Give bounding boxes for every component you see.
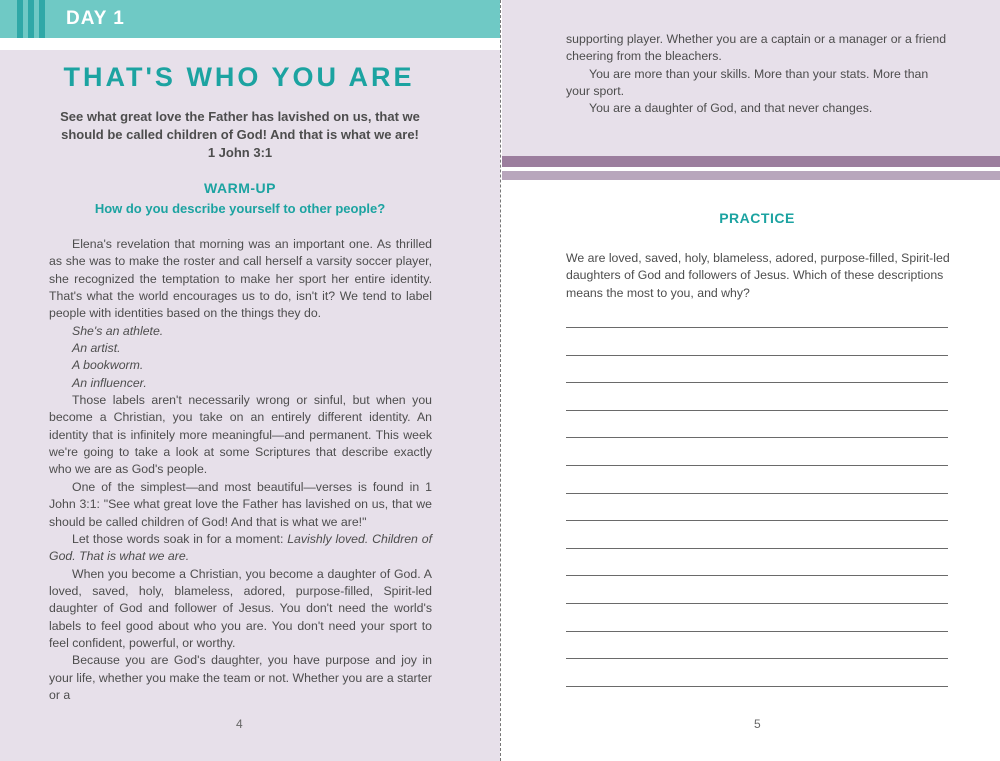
paragraph: One of the simplest—and most beautiful—verses is found in 1 John 3:1: "See what great love the Father has lavished on us, that we should be called children of God! And that is what we are!" (49, 479, 432, 529)
verse-line: See what great love the Father has lavished on us, that we (60, 109, 420, 124)
divider-band-light (502, 171, 1000, 180)
writing-line[interactable] (566, 548, 948, 549)
verse-reference: 1 John 3:1 (207, 145, 273, 160)
banner-stripe (17, 0, 23, 38)
paragraph: An artist. (72, 341, 121, 356)
writing-line[interactable] (566, 631, 948, 632)
writing-line[interactable] (566, 493, 948, 494)
paragraph-emphasis: Lavishly loved. Children of God. That is what we are. (49, 531, 432, 564)
paragraph: When you become a Christian, you become a daughter of God. A loved, saved, holy, blameless, adored, purpose-filled, Spirit-led daughter of God and follower of Jesus. You don't need the world's labels to feel good about who you are. You don't need your sport to feel confident, powerful, or worthy. (49, 566, 432, 650)
paragraph: Those labels aren't necessarily wrong or sinful, but when you become a Christian, you take on an entirely different identity. An identity that is infinitely more meaningful—and permanent. This week we're going to take a look at some Scriptures that describe exactly who we are as God's people. (49, 393, 432, 477)
banner-stripe (39, 0, 45, 38)
paragraph: Elena's revelation that morning was an important one. As thrilled as she was to make the roster and call herself a varsity soccer player, she recognized the temptation to make her sport her entire identity. That's what the world encourages us to do, isn't it? We tend to label people with identities based on the things they do. (49, 237, 432, 321)
writing-line[interactable] (566, 686, 948, 687)
warmup-question: How do you describe yourself to other people? (94, 201, 386, 216)
writing-line[interactable] (566, 327, 948, 328)
writing-line[interactable] (566, 575, 948, 576)
verse-line: should be called children of God! And that is what we are! (61, 127, 419, 142)
writing-line[interactable] (566, 603, 948, 604)
day-banner (0, 0, 500, 38)
paragraph: You are a daughter of God, and that never changes. (589, 101, 873, 116)
paragraph-lead: Let those words soak in for a moment: (72, 531, 288, 546)
paragraph: An influencer. (72, 375, 147, 390)
practice-heading: PRACTICE (719, 210, 795, 226)
warmup-heading: WARM-UP (204, 180, 276, 196)
paragraph: Because you are God's daughter, you have purpose and joy in your life, whether you make the team or not. Whether you are a starter or a (49, 653, 432, 702)
page-gutter (500, 0, 501, 761)
devotional-body (49, 236, 432, 704)
continued-text (566, 31, 950, 118)
writing-line[interactable] (566, 410, 948, 411)
divider-band (502, 156, 1000, 167)
writing-line[interactable] (566, 658, 948, 659)
page-title: THAT'S WHO YOU ARE (63, 62, 415, 92)
paragraph: She's an athlete. (72, 323, 164, 338)
day-label: DAY 1 (66, 8, 125, 29)
banner-stripe (28, 0, 34, 38)
writing-line[interactable] (566, 465, 948, 466)
writing-line[interactable] (566, 355, 948, 356)
paragraph: You are more than your skills. More than your stats. More than your sport. (566, 66, 929, 99)
paragraph: A bookworm. (72, 358, 144, 373)
writing-line[interactable] (566, 437, 948, 438)
writing-line[interactable] (566, 520, 948, 521)
banner-underline (0, 38, 500, 50)
key-verse (50, 108, 430, 162)
page-number: 4 (236, 717, 243, 731)
writing-line[interactable] (566, 382, 948, 383)
paragraph: supporting player. Whether you are a captain or a manager or a friend cheering from the bleachers. (566, 32, 947, 64)
paragraph (49, 531, 432, 566)
practice-prompt: We are loved, saved, holy, blameless, adored, purpose-filled, Spirit-led daughters of God and followers of Jesus. Which of these descriptions means the most to you, and why? (566, 251, 950, 300)
page-number: 5 (754, 717, 761, 731)
